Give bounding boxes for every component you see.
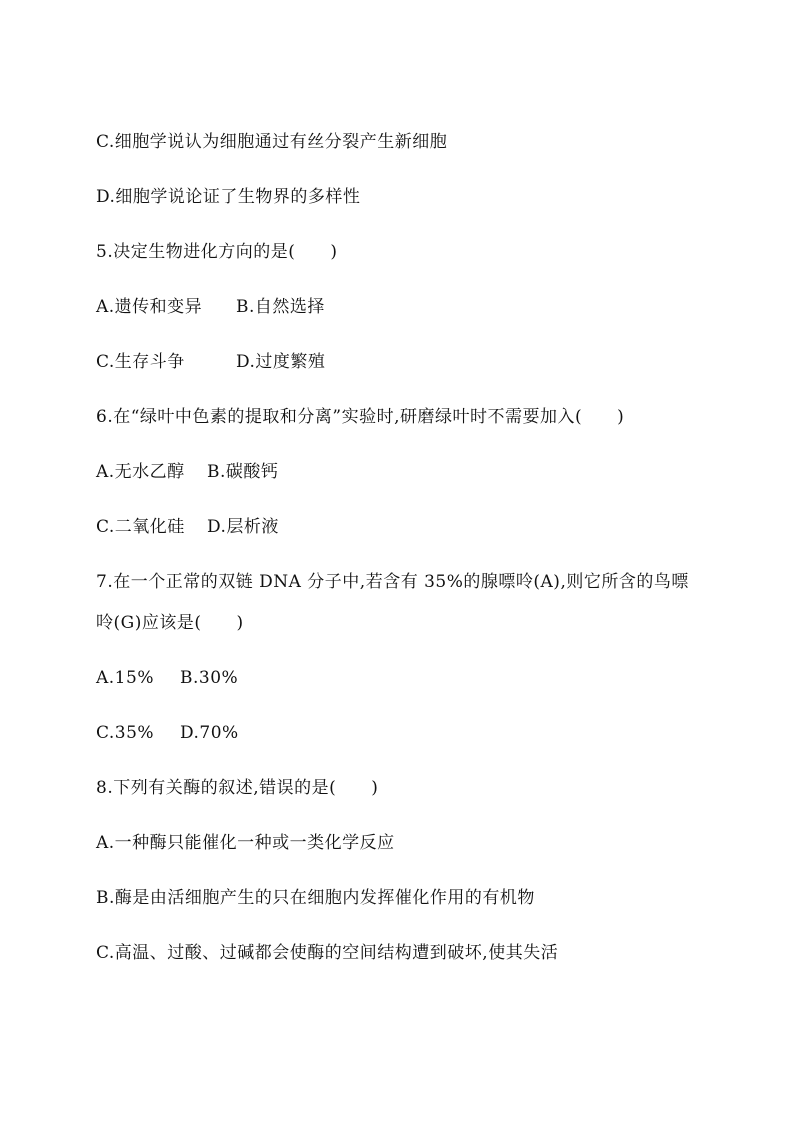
question-7-line-2: 呤(G)应该是( ) [96,613,244,633]
question-7-option-d: D.70% [180,723,239,743]
question-8-option-a: A.一种酶只能催化一种或一类化学反应 [96,833,395,853]
question-7-option-c: C.35% [96,723,155,743]
question-7-options-ab [96,667,238,689]
option-c-cell-theory: C.细胞学说认为细胞通过有丝分裂产生新细胞 [96,132,448,152]
question-6-option-d: D.层析液 [207,517,279,537]
question-7-options-cd [96,722,239,744]
question-8-option-c: C.高温、过酸、过碱都会使酶的空间结构遭到破坏,使其失活 [96,943,559,963]
question-5-option-b: B.自然选择 [236,297,325,317]
option-d-cell-theory: D.细胞学说论证了生物界的多样性 [96,187,361,207]
question-5-option-c: C.生存斗争 [96,352,185,372]
question-7-option-b: B.30% [180,668,239,688]
question-5-option-a: A.遗传和变异 [96,297,203,317]
question-8: 8.下列有关酶的叙述,错误的是( ) [96,778,379,798]
question-5-options-ab [96,296,325,318]
question-5-options-cd [96,351,325,373]
question-6: 6.在“绿叶中色素的提取和分离”实验时,研磨绿叶时不需要加入( ) [96,407,625,427]
question-5: 5.决定生物进化方向的是( ) [96,242,338,262]
question-6-option-c: C.二氧化硅 [96,517,185,537]
question-6-options-ab [96,461,278,483]
question-7-option-a: A.15% [96,668,154,688]
question-6-option-b: B.碳酸钙 [207,462,279,482]
question-7-line-1: 7.在一个正常的双链 DNA 分子中,若含有 35%的腺嘌呤(A),则它所含的鸟嘌 [96,572,689,592]
question-6-option-a: A.无水乙醇 [96,462,185,482]
question-6-options-cd [96,516,279,538]
question-5-option-d: D.过度繁殖 [236,352,326,372]
question-8-option-b: B.酶是由活细胞产生的只在细胞内发挥催化作用的有机物 [96,888,535,908]
